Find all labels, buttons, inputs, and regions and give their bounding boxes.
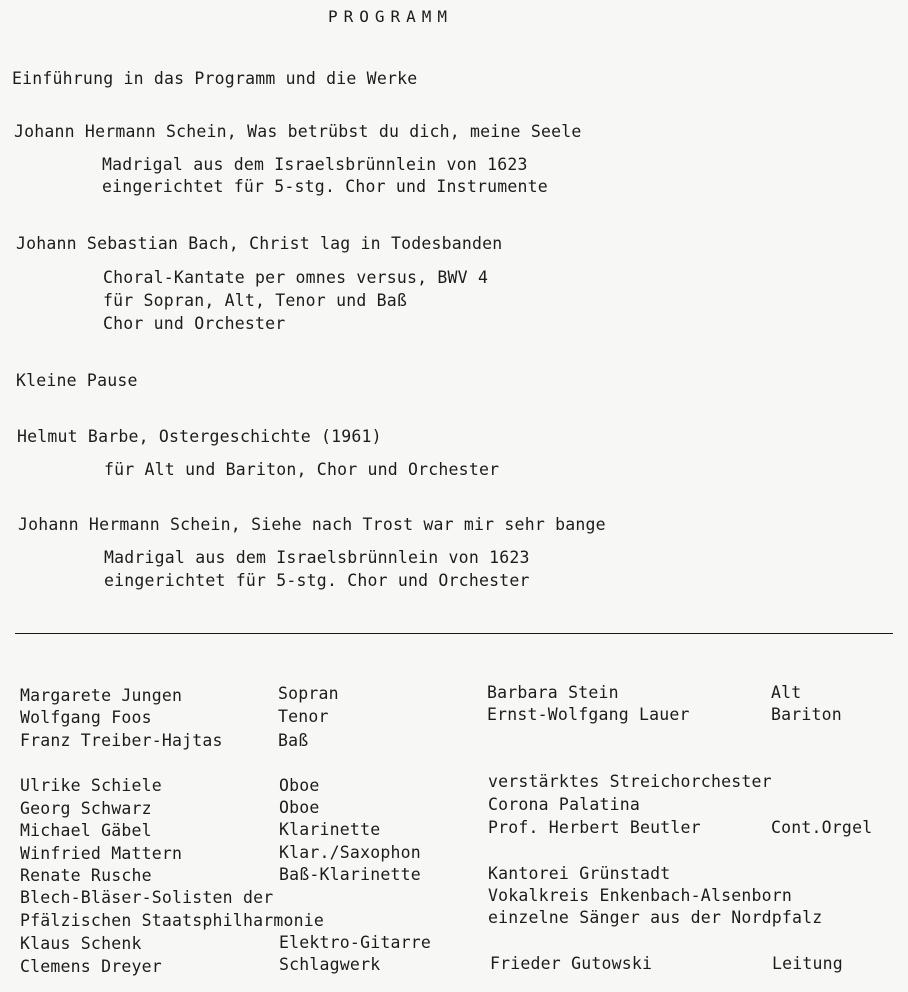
program-item-line: eingerichtet für 5-stg. Chor und Instrumente <box>102 177 548 196</box>
program-item-line: Madrigal aus dem Israelsbrünnlein von 1623 <box>104 548 530 567</box>
performer-role: Tenor <box>278 707 329 726</box>
performer-name: Wolfgang Foos <box>20 708 152 727</box>
performer-role: Alt <box>771 683 802 702</box>
program-item-heading: Johann Hermann Schein, Was betrübst du dich, meine Seele <box>14 122 582 141</box>
choir-line: Vokalkreis Enkenbach-Alsenborn <box>488 886 793 905</box>
ensemble-line: Pfälzischen Staatsphilharmonie <box>20 911 325 930</box>
program-item-line: für Sopran, Alt, Tenor und Baß <box>103 291 408 310</box>
performer-role: Oboe <box>279 798 320 817</box>
performer-name: Ulrike Schiele <box>20 776 162 795</box>
section-divider <box>15 633 893 634</box>
program-item-line: Choral-Kantate per omnes versus, BWV 4 <box>103 268 489 287</box>
performer-name: Prof. Herbert Beutler <box>488 818 701 837</box>
performer-name: Barbara Stein <box>487 683 619 702</box>
program-item-heading: Johann Sebastian Bach, Christ lag in Todesbanden <box>16 234 503 253</box>
page-title: PROGRAMM <box>328 7 454 26</box>
conductor-role: Leitung <box>772 954 843 973</box>
choir-line: Kantorei Grünstadt <box>488 864 671 883</box>
ensemble-line: Blech-Bläser-Solisten der <box>20 888 274 907</box>
program-item-line: Madrigal aus dem Israelsbrünnlein von 1623 <box>102 155 528 174</box>
conductor-name: Frieder Gutowski <box>490 954 653 973</box>
program-item-heading: Helmut Barbe, Ostergeschichte (1961) <box>17 427 382 446</box>
performer-role: Baß <box>278 731 309 750</box>
ensemble-line: verstärktes Streichorchester <box>488 772 772 791</box>
performer-role: Klar./Saxophon <box>279 843 421 862</box>
program-intro: Einführung in das Programm und die Werke <box>12 69 418 88</box>
performer-role: Baß-Klarinette <box>279 865 421 884</box>
performer-role: Cont.Orgel <box>771 818 873 837</box>
choir-line: einzelne Sänger aus der Nordpfalz <box>488 908 823 927</box>
program-item-heading: Kleine Pause <box>16 371 138 390</box>
performer-name: Clemens Dreyer <box>20 957 162 976</box>
performer-role: Oboe <box>279 776 320 795</box>
performer-name: Winfried Mattern <box>20 844 183 863</box>
ensemble-line: Corona Palatina <box>488 795 641 814</box>
program-item-line: eingerichtet für 5-stg. Chor und Orchester <box>104 571 530 590</box>
performer-name: Ernst-Wolfgang Lauer <box>487 705 690 724</box>
performer-role: Bariton <box>771 705 842 724</box>
performer-role: Schlagwerk <box>279 955 381 974</box>
performer-name: Klaus Schenk <box>20 934 142 953</box>
performer-name: Franz Treiber-Hajtas <box>20 731 223 750</box>
performer-name: Margarete Jungen <box>20 686 183 705</box>
performer-role: Elektro-Gitarre <box>279 933 432 952</box>
performer-name: Michael Gäbel <box>20 821 152 840</box>
program-item-line: für Alt und Bariton, Chor und Orchester <box>104 460 500 479</box>
program-item-line: Chor und Orchester <box>103 314 286 333</box>
performer-name: Georg Schwarz <box>20 799 152 818</box>
performer-role: Klarinette <box>279 820 381 839</box>
performer-name: Renate Rusche <box>20 866 152 885</box>
program-item-heading: Johann Hermann Schein, Siehe nach Trost war mir sehr bange <box>18 515 606 534</box>
performer-role: Sopran <box>278 684 339 703</box>
